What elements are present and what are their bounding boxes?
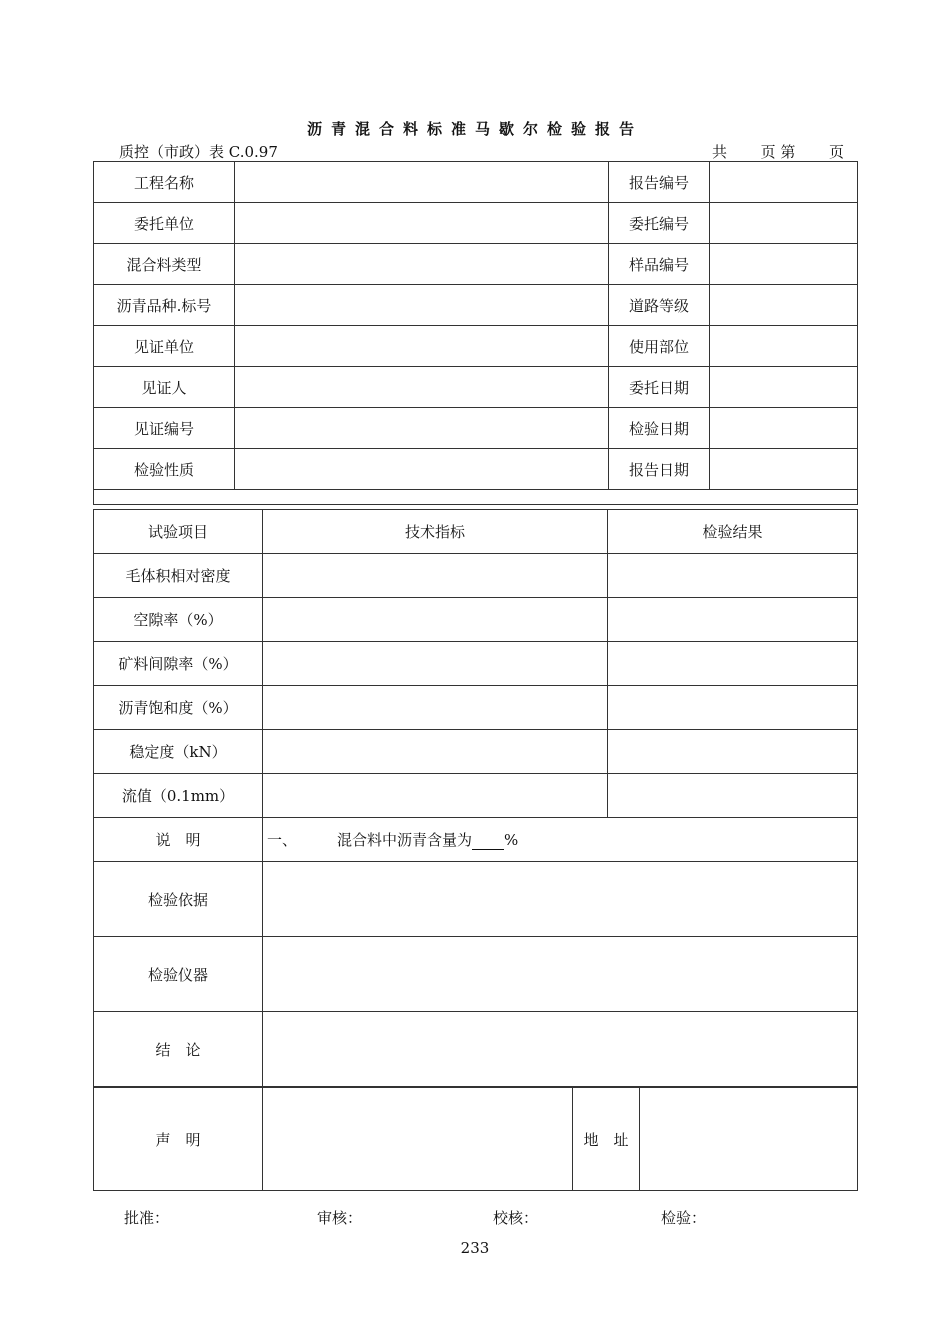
test-result-value[interactable]	[608, 730, 858, 774]
info-label: 见证编号	[94, 408, 235, 449]
test-result-value[interactable]	[608, 774, 858, 818]
test-result-value[interactable]	[608, 598, 858, 642]
info-value[interactable]	[235, 244, 609, 285]
note-unit: %	[504, 831, 519, 849]
test-results-table	[93, 509, 858, 1087]
info-label: 报告编号	[609, 162, 710, 203]
info-row	[94, 285, 858, 326]
technical-spec-value[interactable]	[263, 686, 608, 730]
page-count	[712, 141, 844, 162]
instrument-label: 检验仪器	[94, 937, 263, 1012]
technical-spec-value[interactable]	[263, 554, 608, 598]
test-row	[94, 598, 858, 642]
test-row	[94, 686, 858, 730]
test-item-label: 空隙率（%）	[94, 598, 263, 642]
total-pages-suffix: 页	[760, 143, 776, 161]
note-prefix: 一、	[267, 831, 298, 849]
info-label: 检验日期	[609, 408, 710, 449]
technical-spec-value[interactable]	[263, 598, 608, 642]
technical-spec-value[interactable]	[263, 730, 608, 774]
statement-table	[93, 1087, 858, 1191]
info-label: 混合料类型	[94, 244, 235, 285]
test-item-label: 稳定度（kN）	[94, 730, 263, 774]
test-result-value[interactable]	[608, 554, 858, 598]
info-value[interactable]	[235, 408, 609, 449]
test-row	[94, 554, 858, 598]
info-value[interactable]	[235, 326, 609, 367]
technical-spec-value[interactable]	[263, 774, 608, 818]
basis-value[interactable]	[263, 862, 858, 937]
total-pages-prefix: 共	[712, 143, 728, 161]
test-item-label: 流值（0.1mm）	[94, 774, 263, 818]
info-value[interactable]	[235, 367, 609, 408]
info-value[interactable]	[710, 203, 858, 244]
info-label: 见证单位	[94, 326, 235, 367]
info-label: 见证人	[94, 367, 235, 408]
info-label: 检验性质	[94, 449, 235, 490]
header-technical-spec: 技术指标	[263, 510, 608, 554]
info-value[interactable]	[710, 408, 858, 449]
current-page-suffix: 页	[828, 143, 844, 161]
test-item-label: 沥青饱和度（%）	[94, 686, 263, 730]
current-page-prefix: 第	[780, 143, 796, 161]
test-row	[94, 730, 858, 774]
basis-label: 检验依据	[94, 862, 263, 937]
info-label: 沥青品种.标号	[94, 285, 235, 326]
test-row	[94, 774, 858, 818]
note-text: 混合料中沥青含量为	[337, 831, 473, 849]
info-label: 委托编号	[609, 203, 710, 244]
info-label: 报告日期	[609, 449, 710, 490]
info-label: 道路等级	[609, 285, 710, 326]
approve-label: 批准：	[124, 1209, 170, 1227]
report-title: 沥青混合料标准马歇尔检验报告	[306, 120, 643, 138]
info-row	[94, 449, 858, 490]
info-value[interactable]	[710, 449, 858, 490]
test-item-label: 毛体积相对密度	[94, 554, 263, 598]
info-row	[94, 326, 858, 367]
page-number: 233	[460, 1239, 490, 1257]
info-label: 委托日期	[609, 367, 710, 408]
check-label: 校核：	[493, 1209, 539, 1227]
conclusion-value[interactable]	[263, 1012, 858, 1087]
info-row	[94, 367, 858, 408]
inspect-label: 检验：	[661, 1209, 707, 1227]
info-label: 工程名称	[94, 162, 235, 203]
info-label: 委托单位	[94, 203, 235, 244]
note-label: 说 明	[94, 818, 263, 862]
info-row	[94, 408, 858, 449]
review-label: 审核：	[317, 1209, 363, 1227]
test-result-value[interactable]	[608, 642, 858, 686]
statement-value[interactable]	[263, 1088, 573, 1191]
statement-label: 声 明	[94, 1088, 263, 1191]
test-item-label: 矿料间隙率（%）	[94, 642, 263, 686]
form-code: 质控（市政）表 C.0.97	[119, 143, 278, 161]
info-label: 样品编号	[609, 244, 710, 285]
test-row	[94, 642, 858, 686]
address-label: 地 址	[573, 1088, 640, 1191]
info-value[interactable]	[710, 367, 858, 408]
info-value[interactable]	[710, 326, 858, 367]
spacer-cell	[94, 490, 858, 505]
header-test-result: 检验结果	[608, 510, 858, 554]
project-info-table	[93, 161, 858, 505]
info-value[interactable]	[710, 162, 858, 203]
info-row	[94, 244, 858, 285]
asphalt-content-blank[interactable]	[472, 835, 504, 850]
info-row	[94, 203, 858, 244]
info-label: 使用部位	[609, 326, 710, 367]
spacer-row	[94, 490, 858, 505]
address-value[interactable]	[640, 1088, 858, 1191]
conclusion-label: 结 论	[94, 1012, 263, 1087]
info-value[interactable]	[235, 449, 609, 490]
info-value[interactable]	[235, 203, 609, 244]
info-value[interactable]	[235, 285, 609, 326]
info-value[interactable]	[710, 285, 858, 326]
info-value[interactable]	[235, 162, 609, 203]
header-test-item: 试验项目	[94, 510, 263, 554]
note-content[interactable]	[263, 818, 858, 862]
instrument-value[interactable]	[263, 937, 858, 1012]
test-result-value[interactable]	[608, 686, 858, 730]
info-row	[94, 162, 858, 203]
info-value[interactable]	[710, 244, 858, 285]
technical-spec-value[interactable]	[263, 642, 608, 686]
